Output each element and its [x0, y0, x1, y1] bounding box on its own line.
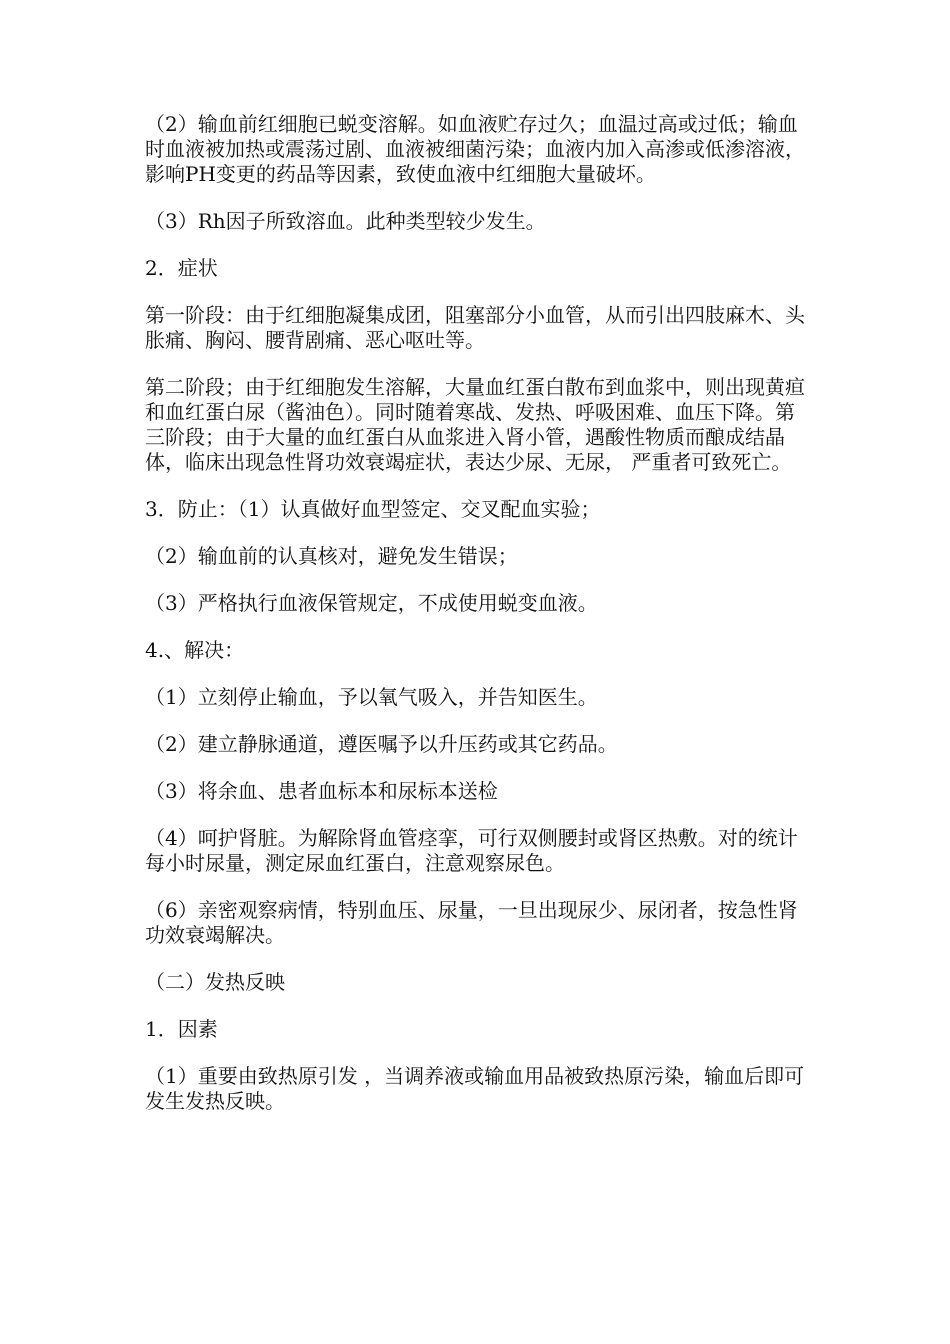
document-page — [145, 112, 811, 1136]
paragraph-treatment-6: （6）亲密观察病情，特别血压、尿量，一旦出现尿少、尿闭者，按急性肾功效衰竭解决。 — [145, 898, 798, 947]
paragraph-stage-two-three: 第二阶段；由于红细胞发生溶解，大量血红蛋白散布到血浆中，则出现黄疸和血红蛋白尿（酱油色）。同时随着寒战、发热、呼吸困难、血压下降。第三阶段；由于大量的血红蛋白从血浆进入肾小管，遇酸性物质而酿成结晶体，临床出现急性肾功效衰竭症状，表达少尿、无尿， 严重者可致死亡。 — [145, 375, 805, 474]
heading-treatment: 4.、解决： — [145, 638, 245, 662]
heading-symptoms: 2．症状 — [145, 256, 218, 280]
paragraph-stage-one: 第一阶段：由于红细胞凝集成团，阻塞部分小血管，从而引出四肢麻木、头胀痛、胸闷、腰背剧痛、恶心呕吐等。 — [145, 303, 805, 352]
paragraph-febrile-cause-1: （1）重要由致热原引发 ，当调养液或输血用品被致热原污染，输血后即可发生发热反映。 — [145, 1064, 805, 1113]
paragraph-treatment-3: （3）将余血、患者血标本和尿标本送检 — [145, 779, 498, 803]
paragraph-prevention-1: 3．防止：（1）认真做好血型签定、交叉配血实验； — [145, 497, 601, 521]
paragraph-treatment-4: （4）呵护肾脏。为解除肾血管痉挛，可行双侧腰封或肾区热敷。对的统计每小时尿量，测定尿血红蛋白，注意观察尿色。 — [145, 826, 798, 875]
paragraph-prevention-3: （3）严格执行血液保管规定，不成使用蜕变血液。 — [145, 591, 598, 615]
paragraph-treatment-2: （2）建立静脉通道，遵医嘱予以升压药或其它药品。 — [145, 732, 618, 756]
heading-febrile-reaction: （二）发热反映 — [145, 970, 285, 994]
paragraph-treatment-1: （1）立刻停止输血，予以氧气吸入，并告知医生。 — [145, 685, 598, 709]
paragraph-prevention-2: （2）输血前的认真核对，避免发生错误； — [145, 544, 518, 568]
paragraph-hemolysis-cause-2: （2）输血前红细胞已蜕变溶解。如血液贮存过久；血温过高或过低；输血时血液被加热或震荡过剧、血液被细菌污染；血液内加入高渗或低渗溶液，影响PH变更的药品等因素，致使血液中红细胞大量破坏。 — [145, 112, 805, 186]
heading-causes: 1．因素 — [145, 1017, 218, 1041]
paragraph-hemolysis-cause-3: （3）Rh因子所致溶血。此种类型较少发生。 — [145, 209, 546, 233]
